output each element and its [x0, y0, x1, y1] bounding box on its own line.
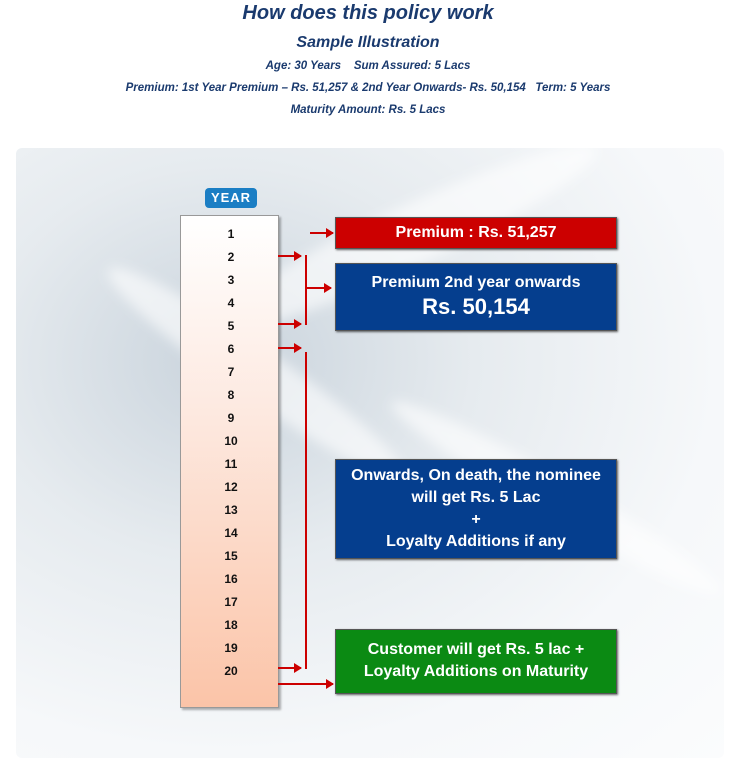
- second-premium-value: Rs. 50,154: [422, 294, 530, 319]
- year-4: 4: [227, 296, 235, 310]
- year-17: 17: [224, 595, 238, 609]
- year-6: 6: [227, 342, 235, 356]
- year-1: 1: [227, 227, 235, 241]
- year-15: 15: [224, 549, 238, 563]
- year-20: 20: [224, 664, 238, 678]
- premium-term: Premium: 1st Year Premium – Rs. 51,257 & 2nd Year Onwards- Rs. 50,154 Term: 5 Years: [125, 82, 611, 94]
- maturity-amount: Maturity Amount: Rs. 5 Lacs: [290, 104, 446, 116]
- year-9: 9: [227, 411, 235, 425]
- year-11: 11: [224, 457, 238, 471]
- maturity-line-1: Customer will get Rs. 5 lac +: [367, 641, 585, 658]
- year-18: 18: [224, 618, 238, 632]
- age-sum-assured: Age: 30 Years Sum Assured: 5 Lacs: [265, 60, 471, 72]
- year-8: 8: [227, 388, 235, 402]
- death-line-1: Onwards, On death, the nominee: [351, 467, 601, 484]
- death-plus: +: [471, 511, 481, 528]
- death-line-2: will get Rs. 5 Lac: [411, 489, 541, 506]
- year-badge: YEAR: [205, 188, 257, 208]
- maturity-line-2: Loyalty Additions on Maturity: [363, 663, 589, 680]
- first-premium-box: Premium : Rs. 51,257: [335, 217, 617, 249]
- year-3: 3: [227, 273, 235, 287]
- page-title: How does this policy work: [242, 2, 494, 24]
- second-premium-label: Premium 2nd year onwards: [371, 274, 581, 291]
- death-line-3: Loyalty Additions if any: [386, 533, 566, 550]
- year-5: 5: [227, 319, 235, 333]
- year-2: 2: [227, 250, 235, 264]
- year-16: 16: [224, 572, 238, 586]
- year-10: 10: [224, 434, 238, 448]
- year-14: 14: [224, 526, 238, 540]
- subtitle: Sample Illustration: [296, 34, 440, 51]
- year-13: 13: [224, 503, 238, 517]
- year-7: 7: [227, 365, 235, 379]
- year-12: 12: [224, 480, 238, 494]
- year-19: 19: [224, 641, 238, 655]
